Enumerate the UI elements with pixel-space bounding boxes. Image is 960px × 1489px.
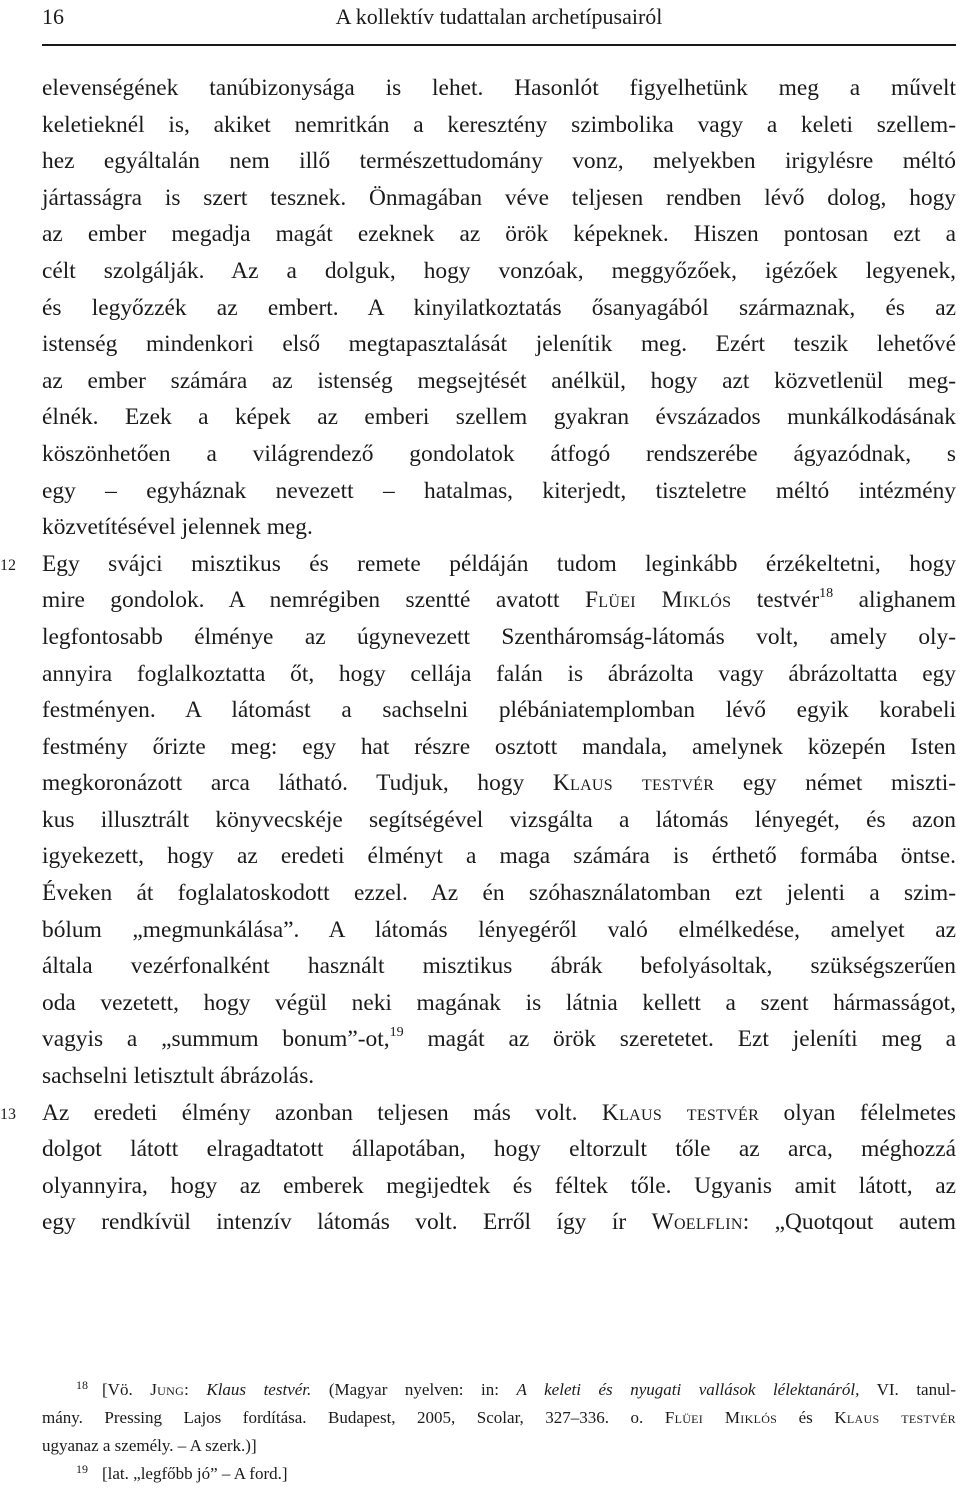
text-segment: mire gondolok. A nemrégiben szentté avatott — [42, 587, 585, 614]
text-line: keletieknél is, akiket nemritkán a keresztény szimbolika vagy a keleti szellem- — [42, 111, 956, 138]
text-line: közvetítésével jelennek meg. — [42, 514, 313, 541]
book-title: A keleti és nyugati vallások lélektanáról, — [516, 1380, 860, 1399]
person-name-small-caps: Klaus testvér — [834, 1408, 956, 1427]
text-segment: megkoronázott arca látható. Tudjuk, hogy — [42, 770, 553, 797]
text-line: igyekezett, hogy az eredeti élményt a maga számára is érthető formába öntse. — [42, 843, 956, 870]
text-line: oda vezetett, hogy végül neki magának is látnia kellett a szent hármasságot, — [42, 989, 956, 1016]
footnote-reference[interactable]: 18 — [819, 585, 834, 602]
text-line: bólum „megmunkálása”. A látomás lényegéről való elmélkedése, amelyet az — [42, 916, 956, 943]
footnote-19 — [42, 1460, 956, 1488]
header-rule — [42, 44, 956, 46]
text-line: elevenségének tanúbizonysága is lehet. Hasonlót figyelhetünk meg a művelt — [42, 75, 956, 101]
text-line-with-name — [42, 1204, 956, 1241]
text-line-with-footnote — [42, 1021, 956, 1058]
text-line: olyannyira, hogy az emberek megijedtek és féltek tőle. Ugyanis amit látott, az — [42, 1172, 956, 1199]
text-segment: olyan félelmetes — [759, 1099, 956, 1126]
text-line: festmény őrizte meg: egy hat részre osztott mandala, amelynek közepén Isten — [42, 733, 956, 760]
footnote-18-line-3: ugyanaz a személy. – A szerk.)] — [42, 1436, 257, 1455]
paragraph-number: 13 — [0, 1105, 16, 1123]
text-line: legfontosabb élménye az úgynevezett Szentháromság-látomás volt, amely oly- — [42, 623, 956, 650]
footnote-reference[interactable]: 19 — [389, 1024, 404, 1041]
paragraph-13-first-line — [0, 1095, 956, 1132]
text-line: és legyőzzék az embert. A kinyilatkoztatás ősanyagából származnak, és az — [42, 294, 956, 321]
paragraph-number: 12 — [0, 556, 16, 574]
footnote-text: és — [777, 1408, 835, 1427]
footnote-text: [Vö. — [102, 1380, 151, 1399]
text-line: Éveken át foglalatoskodott ezzel. Az én szóhasználatomban ezt jelenti a szim- — [42, 880, 956, 907]
text-segment: egy rendkívül intenzív látomás volt. Erről így ír — [42, 1209, 652, 1236]
text-line: istenség mindenkori első megtapasztalását jelenítik meg. Ezért teszik lehetővé — [42, 331, 956, 358]
person-name-small-caps: Klaus testvér — [601, 1099, 760, 1126]
person-name-small-caps: Flüei Miklós — [664, 1408, 778, 1427]
text-segment: testvér — [731, 587, 820, 614]
footnote-text: : — [184, 1380, 207, 1399]
text-line: festményen. A látomást a sachselni plébániatemplomban lévő egyik korabeli — [42, 697, 956, 724]
text-segment: alighanem — [833, 587, 956, 614]
footnote-text: (Magyar nyelven: in: — [311, 1380, 517, 1399]
text-line-with-footnote — [42, 582, 956, 619]
text-segment: magát az örök szeretetet. Ezt jeleníti meg a — [403, 1026, 956, 1053]
text-line: köszönhetően a világrendező gondolatok átfogó rendszerébe ágyazódnak, s — [42, 440, 956, 467]
text-line: jártasságra is szert tesznek. Önmagában véve teljesen rendben lévő dolog, hogy — [42, 184, 956, 211]
text-segment: Az eredeti élmény azonban teljesen más volt. — [42, 1099, 602, 1126]
text-segment: vagyis a „summum bonum”-ot, — [42, 1026, 390, 1053]
footnote-number: 19 — [76, 1462, 88, 1476]
text-segment: : „Quotqout autem — [742, 1209, 956, 1236]
text-line: az ember megadja magát ezeknek az örök képeknek. Hiszen pontosan ezt a — [42, 221, 956, 248]
page-number: 16 — [42, 4, 64, 29]
page-header — [42, 0, 956, 44]
footnote-text: [lat. „legfőbb jó” – A ford.] — [102, 1464, 288, 1483]
body-text — [0, 70, 956, 1241]
text-line: dolgot látott elragadtatott állapotában, hogy eltorzult tőle az arca, méghozzá — [42, 1136, 956, 1163]
work-title: Klaus testvér. — [206, 1380, 312, 1399]
footnote-18-line-1 — [42, 1376, 956, 1404]
text-segment: Egy svájci misztikus és remete példáján tudom leginkább érzékeltetni, hogy — [42, 550, 956, 577]
person-name-small-caps: Woelflin — [651, 1209, 743, 1236]
text-line: kus illusztrált könyvecskéje segítségével vizsgálta a látomás lényegét, és azon — [42, 806, 956, 833]
person-name-small-caps: Flüei Miklós — [584, 587, 732, 614]
text-line: egy – egyháznak nevezett – hatalmas, kiterjedt, tiszteletre méltó intézmény — [42, 477, 956, 504]
footnote-number: 18 — [76, 1378, 88, 1392]
footnote-18-line-2 — [42, 1404, 956, 1432]
text-line-with-name — [42, 765, 956, 802]
paragraph-12-first-line — [0, 546, 956, 583]
person-name-small-caps: Klaus testvér — [552, 770, 715, 797]
text-line: célt szolgálják. Az a dolguk, hogy vonzóak, meggyőzőek, igézőek legyenek, — [42, 257, 956, 284]
text-segment: egy német miszti- — [714, 770, 956, 797]
author-name-small-caps: Jung — [150, 1380, 185, 1399]
text-line: annyira foglalkoztatta őt, hogy cellája falán is ábrázolta vagy ábrázoltatta egy — [42, 660, 956, 687]
footnotes — [42, 1376, 956, 1488]
text-line: általa vezérfonalként használt misztikus ábrák befolyásoltak, szükségszerűen — [42, 953, 956, 980]
footnote-text: mány. Pressing Lajos fordítása. Budapest, 2005, Scolar, 327–336. o. — [42, 1408, 665, 1427]
text-line: hez egyáltalán nem illő természettudomány vonz, melyekben irigylésre méltó — [42, 148, 956, 175]
text-line: élnék. Ezek a képek az emberi szellem gyakran évszázados munkálkodásának — [42, 404, 956, 431]
text-line: az ember számára az istenség megsejtését anélkül, hogy azt közvetlenül meg- — [42, 367, 956, 394]
running-title: A kollektív tudattalan archetípusairól — [335, 4, 663, 29]
footnote-text: VI. tanul- — [859, 1380, 956, 1399]
text-line: sachselni letisztult ábrázolás. — [42, 1063, 315, 1090]
